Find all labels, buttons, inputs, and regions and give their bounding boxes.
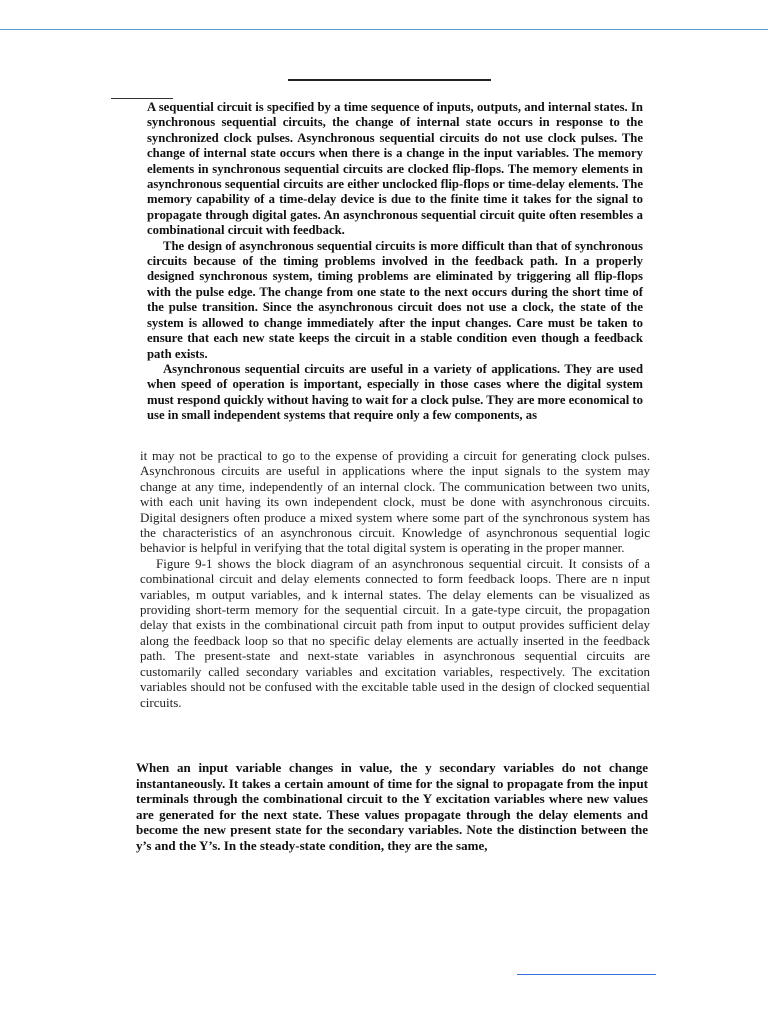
- text-block-middle: [140, 448, 650, 710]
- title-underline: [288, 79, 491, 81]
- paragraph: When an input variable changes in value, the y secondary variables do not change instantaneously. It takes a certain amount of time for the signal to propagate from the input terminals through the combinational circuit to the Y excitation variables where new values are generated for the next state. These values propagate through the delay elements and become the new present state for the secondary variables. Note the distinction between the y’s and the Y’s. In the steady-state condition, they are the same,: [136, 760, 648, 853]
- text-block-upper: [147, 100, 643, 424]
- footer-link-rule: [517, 974, 656, 975]
- paragraph: it may not be practical to go to the expense of providing a circuit for generating clock pulses. Asynchronous circuits are useful in applications where the input signals to the system may change at any time, independently of an internal clock. The communication between two units, with each unit having its own independent clock, must be done with asynchronous circuits. Digital designers often produce a mixed system where some part of the synchronous system has the characteristics of an asynchronous circuit. Knowledge of asynchronous sequential logic behavior is helpful in verifying that the total digital system is operating in the proper manner.: [140, 448, 650, 556]
- header-rule: [0, 29, 768, 30]
- paragraph: A sequential circuit is specified by a time sequence of inputs, outputs, and internal states. In synchronous sequential circuits, the change of internal state occurs in response to the synchronized clock pulses. Asynchronous sequential circuits do not use clock pulses. The change of internal state occurs when there is a change in the input variables. The memory elements in synchronous sequential circuits are clocked flip-flops. The memory elements in asynchronous sequential circuits are either unclocked flip-flops or time-delay elements. The memory capability of a time-delay device is due to the finite time it takes for the signal to propagate through digital gates. An asynchronous sequential circuit quite often resembles a combinational circuit with feedback.: [147, 100, 643, 238]
- paragraph: The design of asynchronous sequential circuits is more difficult than that of synchronous circuits because of the timing problems involved in the feedback path. In a properly designed synchronous system, timing problems are eliminated by triggering all flip-flops with the pulse edge. The change from one state to the next occurs during the short time of the pulse transition. Since the asynchronous circuit does not use a clock, the state of the system is allowed to change immediately after the input changes. Care must be taken to ensure that each new state keeps the circuit in a stable condition even though a feedback path exists.: [147, 238, 643, 361]
- margin-rule: [111, 98, 173, 99]
- text-block-lower: [136, 760, 648, 854]
- paragraph: Asynchronous sequential circuits are useful in a variety of applications. They are used when speed of operation is important, especially in those cases where the digital system must respond quickly without having to wait for a clock pulse. They are more economical to use in small independent systems that require only a few components, as: [147, 361, 643, 423]
- paragraph: Figure 9-1 shows the block diagram of an asynchronous sequential circuit. It consists of a combinational circuit and delay elements connected to form feedback loops. There are n input variables, m output variables, and k internal states. The delay elements can be visualized as providing short-term memory for the sequential circuit. In a gate-type circuit, the propagation delay that exists in the combinational circuit path from input to output provides sufficient delay along the feedback loop so that no specific delay elements are actually inserted in the feedback path. The present-state and next-state variables in asynchronous sequential circuits are customarily called secondary variables and excitation variables, respectively. The excitation variables should not be confused with the excitable table used in the design of clocked sequential circuits.: [140, 555, 650, 710]
